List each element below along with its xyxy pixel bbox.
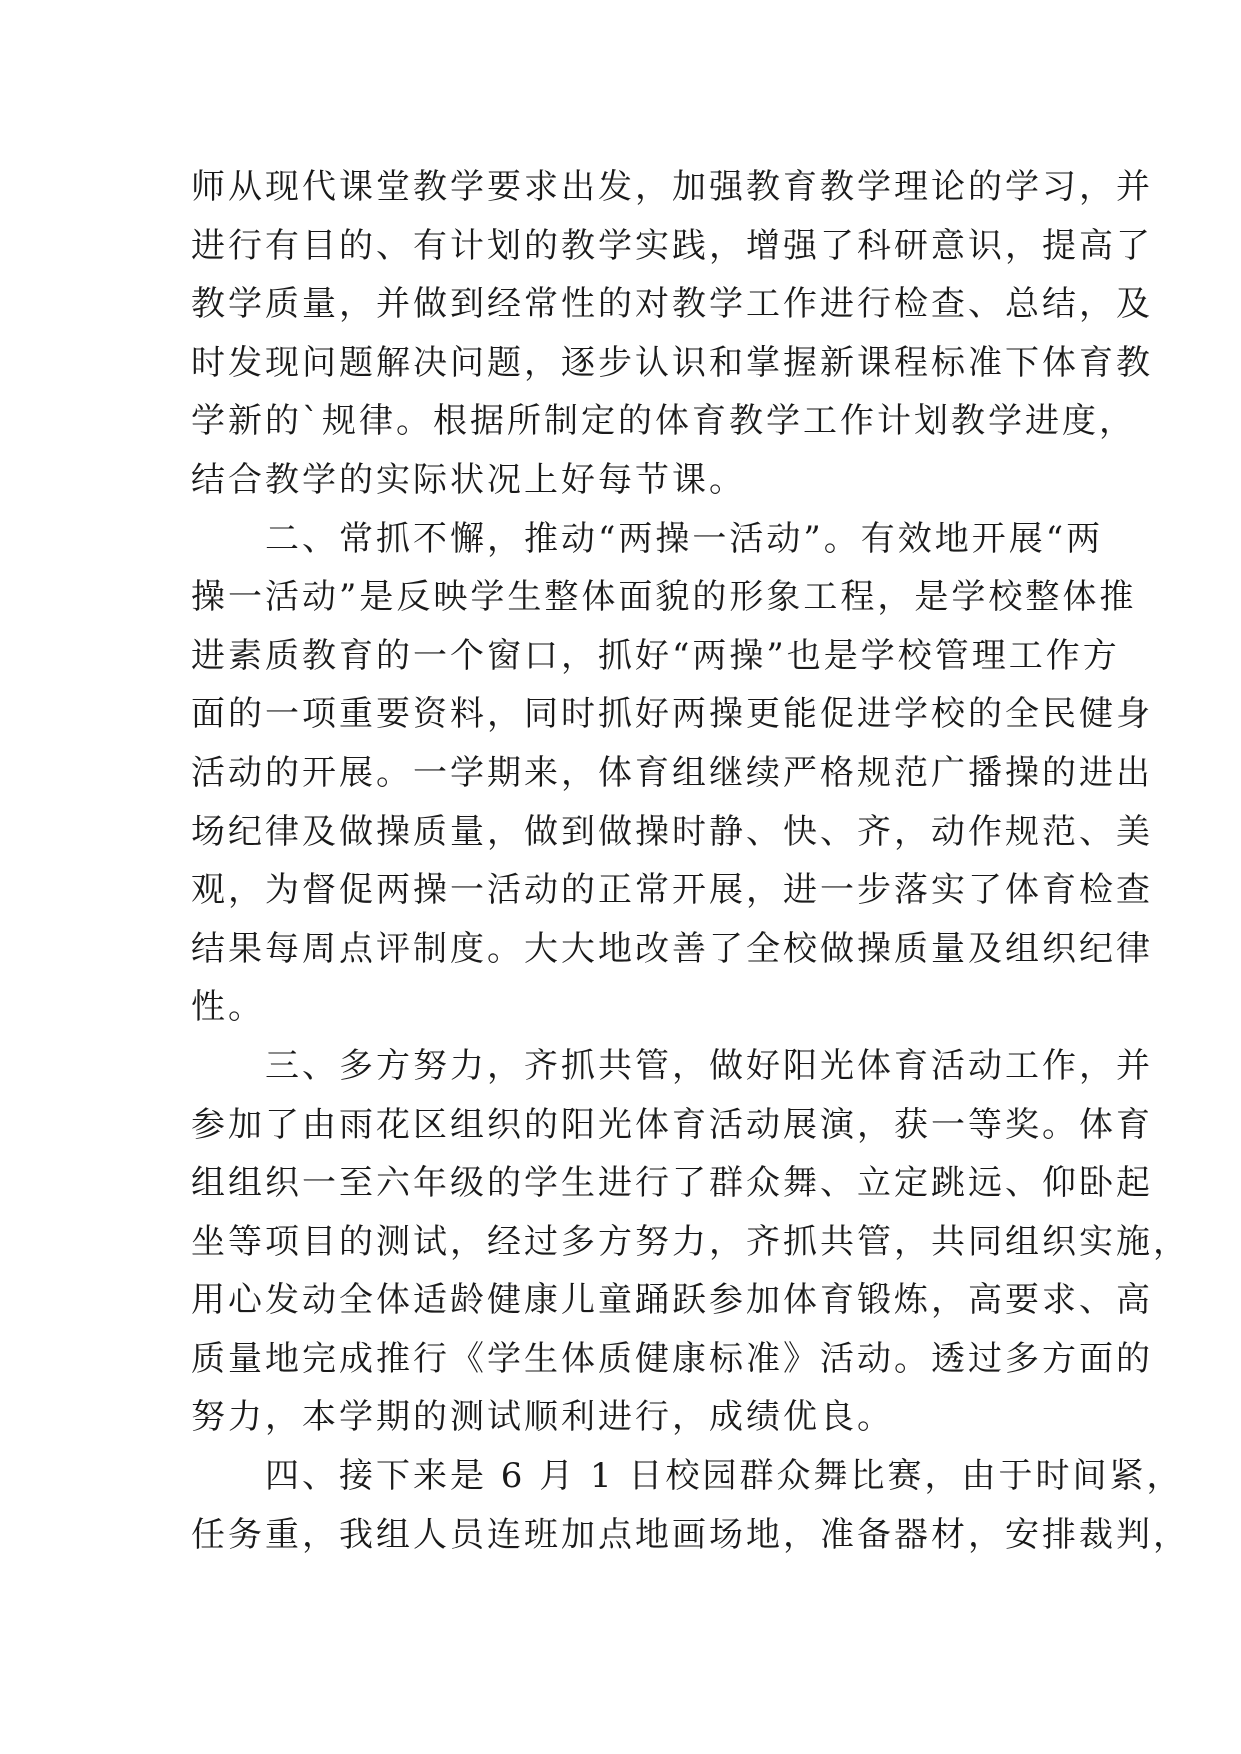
text-line: 学新的`规律。根据所制定的体育教学工作计划教学进度， xyxy=(191,401,1136,442)
text-line: 场纪律及做操质量，做到做操时静、快、齐，动作规范、美 xyxy=(191,811,1153,852)
text-line: 用心发动全体适龄健康儿童踊跃参加体育锻炼，高要求、高 xyxy=(191,1280,1153,1321)
text-line: 进行有目的、有计划的教学实践，增强了科研意识，提高了 xyxy=(191,225,1153,266)
text-line: 坐等项目的测试，经过多方努力，齐抓共管，共同组织实施， xyxy=(191,1221,1190,1262)
text-line: 任务重，我组人员连班加点地画场地，准备器材，安排裁判， xyxy=(191,1514,1190,1555)
text-line: 参加了由雨花区组织的阳光体育活动展演，获一等奖。体育 xyxy=(191,1104,1153,1145)
text-line: 四、接下来是 6 月 1 日校园群众舞比赛，由于时间紧， xyxy=(191,1456,1184,1497)
text-line: 三、多方努力，齐抓共管，做好阳光体育活动工作，并 xyxy=(191,1045,1153,1086)
text-line: 质量地完成推行《学生体质健康标准》活动。透过多方面的 xyxy=(191,1338,1153,1379)
text-line: 观，为督促两操一活动的正常开展，进一步落实了体育检查 xyxy=(191,870,1153,911)
text-line: 时发现问题解决问题，逐步认识和掌握新课程标准下体育教 xyxy=(191,342,1153,383)
text-line: 师从现代课堂教学要求出发，加强教育教学理论的学习，并 xyxy=(191,167,1153,207)
text-line: 性。 xyxy=(191,987,265,1028)
text-line: 组组织一至六年级的学生进行了群众舞、立定跳远、仰卧起 xyxy=(191,1163,1153,1204)
text-line: 进素质教育的一个窗口，抓好“两操”也是学校管理工作方 xyxy=(191,635,1120,676)
text-line: 结果每周点评制度。大大地改善了全校做操质量及组织纪律 xyxy=(191,928,1153,969)
text-line: 活动的开展。一学期来，体育组继续严格规范广播操的进出 xyxy=(191,752,1153,793)
text-line: 操一活动”是反映学生整体面貌的形象工程，是学校整体推 xyxy=(191,577,1137,618)
text-line: 教学质量，并做到经常性的对教学工作进行检查、总结，及 xyxy=(191,284,1153,325)
text-line: 努力，本学期的测试顺利进行，成绩优良。 xyxy=(191,1397,894,1438)
text-line: 二、常抓不懈，推动“两操一活动”。有效地开展“两 xyxy=(191,518,1104,559)
document-body xyxy=(191,158,1190,1564)
text-line: 面的一项重要资料，同时抓好两操更能促进学校的全民健身 xyxy=(191,694,1153,735)
text-line: 结合教学的实际状况上好每节课。 xyxy=(191,459,746,500)
